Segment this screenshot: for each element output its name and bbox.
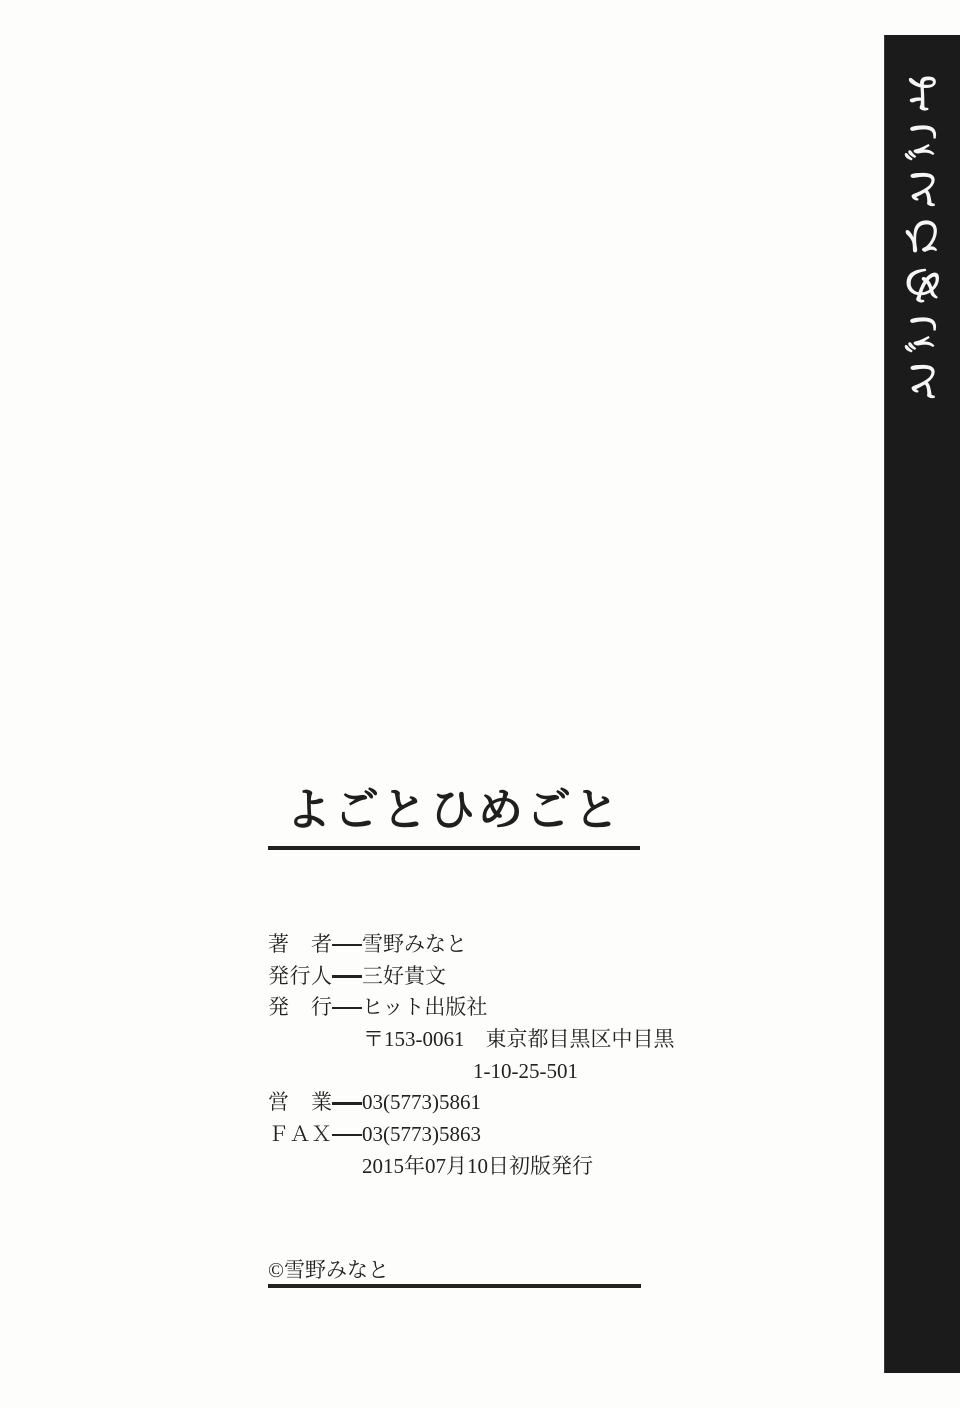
dash-connector	[332, 1007, 362, 1010]
spine-title-vertical: よ ご と ひ め ご と	[902, 70, 943, 402]
sales-label: 営 業	[268, 1090, 333, 1115]
colophon-row-edition-date	[268, 1151, 698, 1183]
colophon-row-publisher-person	[268, 961, 698, 993]
title-block	[268, 784, 640, 850]
address-unit-value: 1-10-25-501	[473, 1058, 578, 1083]
dash-connector	[332, 944, 362, 947]
colophon-row-address-unit	[268, 1056, 698, 1088]
copyright-underline	[268, 1284, 641, 1288]
title-underline	[268, 846, 640, 850]
author-value: 雪野みなと	[362, 932, 467, 956]
fax-label: ＦＡＸ	[268, 1122, 333, 1147]
address-value: 〒153-0061 東京都目黒区中目黒	[363, 1027, 675, 1052]
fax-value: 03(5773)5863	[362, 1122, 481, 1147]
book-title: よごとひめごと	[285, 784, 622, 835]
publisher-person-value: 三好貴文	[362, 963, 446, 988]
colophon-row-sales-phone	[268, 1087, 698, 1119]
spine-bar	[885, 35, 960, 1373]
publisher-label: 発 行	[268, 995, 333, 1020]
dash-connector	[332, 1102, 362, 1105]
dash-connector	[332, 1134, 362, 1137]
colophon-row-address	[268, 1024, 698, 1056]
sales-phone-value: 03(5773)5861	[362, 1090, 481, 1115]
colophon-row-fax	[268, 1119, 698, 1151]
colophon-row-publisher	[268, 992, 698, 1024]
edition-date-value: 2015年07月10日初版発行	[362, 1153, 593, 1178]
copyright-block	[268, 1258, 641, 1288]
dash-connector	[332, 975, 362, 978]
publisher-person-label: 発行人	[268, 963, 333, 988]
colophon-block	[268, 929, 698, 1183]
publisher-value: ヒット出版社	[362, 995, 488, 1020]
author-label: 著 者	[268, 932, 333, 956]
colophon-row-author	[268, 929, 698, 961]
copyright-line: ©雪野みなと	[268, 1258, 389, 1282]
